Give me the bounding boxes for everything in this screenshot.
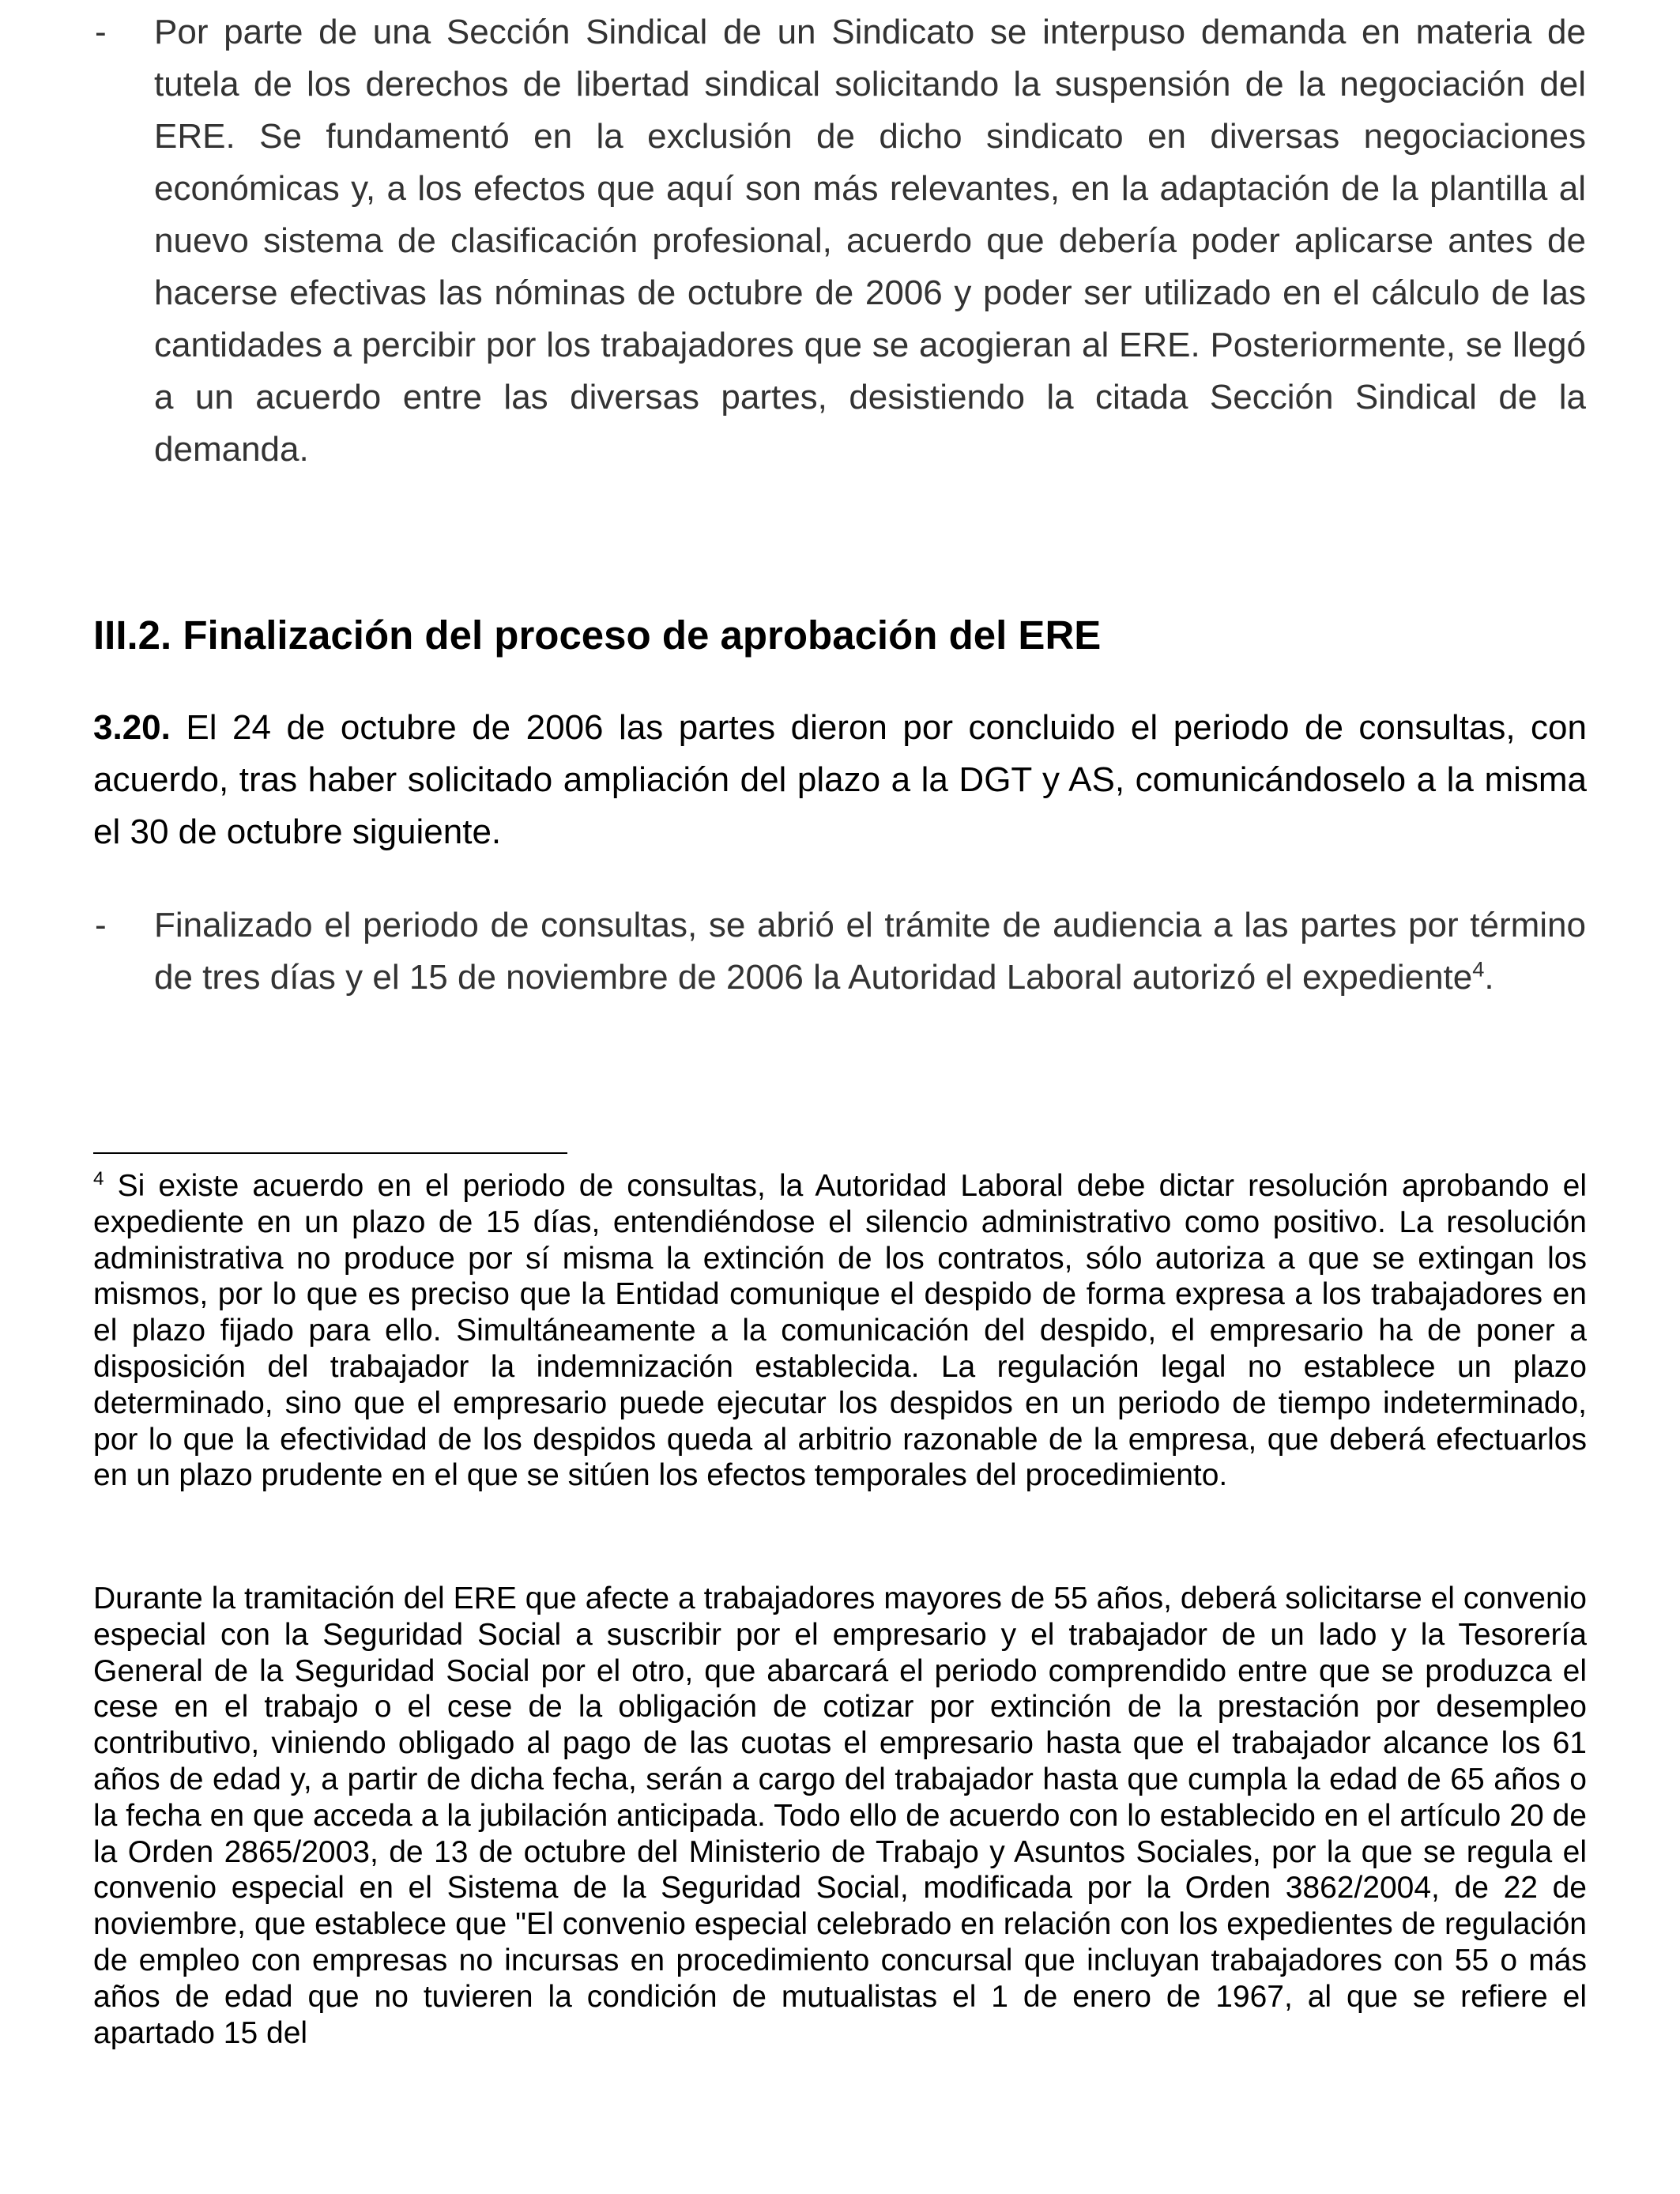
paragraph-number: 3.20. (93, 708, 171, 747)
footnote-marker: 4 (93, 1168, 104, 1189)
footnote-separator (93, 1152, 567, 1154)
bullet-text: Por parte de una Sección Sindical de un Sindicato se interpuso demanda en materia de tutela de los derechos de libertad sindical solicitando la suspensión de la negociación del ERE. Se fundamentó en la exclusión de dicho sindicato en diversas negociaciones económicas y, a los efectos que aquí son más relevantes, en la adaptación de la plantilla al nuevo sistema de clasificación profesional, acuerdo que debería poder aplicarse antes de hacerse efectivas las nóminas de octubre de 2006 y poder ser utilizado en el cálculo de las cantidades a percibir por los trabajadores que se acogieran al ERE. Posteriormente, se llegó a un acuerdo entre las diversas partes, desistiendo la citada Sección Sindical de la demanda. (154, 13, 1586, 469)
bullet-item-demanda (95, 6, 1586, 476)
footnote-4 (93, 1168, 1587, 1494)
section-heading: III.2. Finalización del proceso de aprobación del ERE (93, 613, 1102, 658)
bullet-text-container (154, 899, 1586, 1004)
bullet-dash: - (95, 906, 107, 944)
footnote-4-continuation: Durante la tramitación del ERE que afecte a trabajadores mayores de 55 años, deberá solicitarse el convenio especial con la Seguridad Social a suscribir por el empresario y el trabajador de un lado y la Tesorería General de la Seguridad Social por el otro, que abarcará el periodo comprendido entre que se produzca el cese en el trabajo o el cese de la obligación de cotizar por extinción de la prestación por desempleo contributivo, viniendo obligado al pago de las cuotas el empresario hasta que el trabajador alcance los 61 años de edad y, a partir de dicha fecha, serán a cargo del trabajador hasta que cumpla la edad de 65 años o la fecha en que acceda a la jubilación anticipada. Todo ello de acuerdo con lo establecido en el artículo 20 de la Orden 2865/2003, de 13 de octubre del Ministerio de Trabajo y Asuntos Sociales, por la que se regula el convenio especial en el Sistema de la Seguridad Social, modificada por la Orden 3862/2004, de 22 de noviembre, que establece que "El convenio especial celebrado en relación con los expedientes de regulación de empleo con empresas no incursas en procedimiento concursal que incluyan trabajadores con 55 o más años de edad que no tuvieren la condición de mutualistas el 1 de enero de 1967, al que se refiere el apartado 15 del (93, 1581, 1587, 2050)
bullet-text: Finalizado el periodo de consultas, se abrió el trámite de audiencia a las partes por término de tres días y el 15 de noviembre de 2006 la Autoridad Laboral autorizó el expediente (154, 906, 1586, 997)
bullet-item-autorizacion (95, 899, 1586, 1004)
footnote-reference[interactable]: 4 (1472, 956, 1485, 982)
footnote-text: Si existe acuerdo en el periodo de consultas, la Autoridad Laboral debe dictar resolución aprobando el expediente en un plazo de 15 días, entendiéndose el silencio administrativo como positivo. La resolución administrativa no produce por sí misma la extinción de los contratos, sólo autoriza a que se extingan los mismos, por lo que es preciso que la Entidad comunique el despido de forma expresa a los trabajadores en el plazo fijado para ello. Simultáneamente a la comunicación del despido, el empresario ha de poner a disposición del trabajador la indemnización establecida. La regulación legal no establece un plazo determinado, sino que el empresario puede ejecutar los despidos en un periodo de tiempo indeterminado, por lo que la efectividad de los despidos queda al arbitrio razonable de la empresa, que deberá efectuarlos en un plazo prudente en el que se sitúen los efectos temporales del procedimiento. (93, 1169, 1587, 1493)
bullet-end: . (1484, 958, 1494, 997)
bullet-dash: - (95, 13, 107, 51)
paragraph-3-20 (93, 702, 1587, 858)
paragraph-text: El 24 de octubre de 2006 las partes dieron por concluido el periodo de consultas, con acuerdo, tras haber solicitado ampliación del plazo a la DGT y AS, comunicándoselo a la misma el 30 de octubre siguiente. (93, 708, 1587, 851)
